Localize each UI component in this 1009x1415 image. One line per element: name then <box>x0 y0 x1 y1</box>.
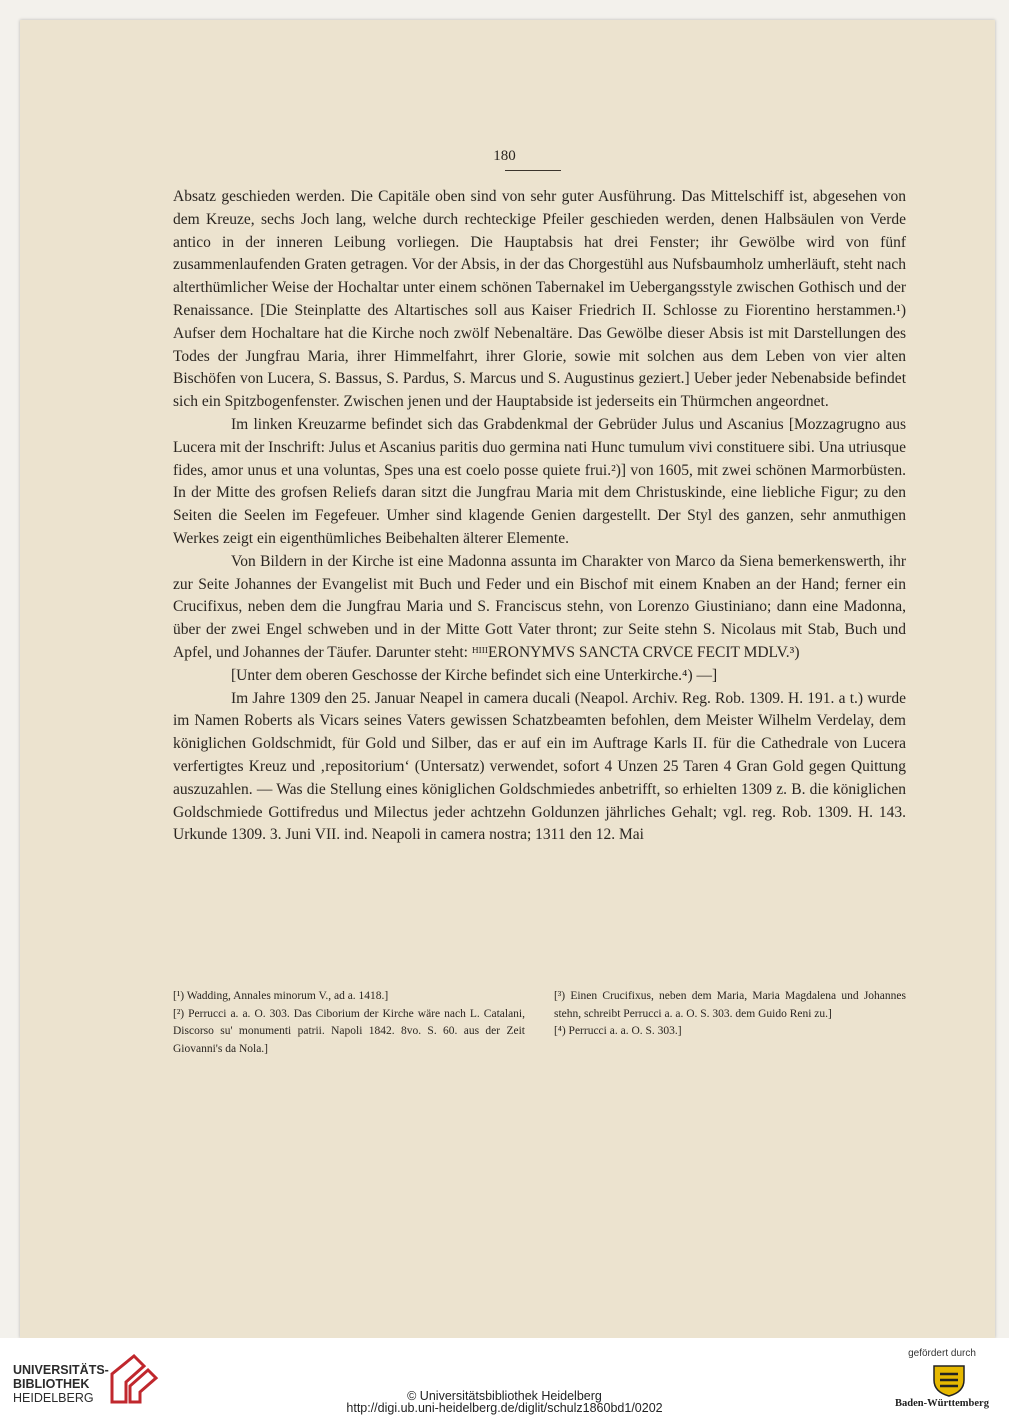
sponsor-name: Baden-Württemberg <box>895 1398 989 1409</box>
library-name-line3: HEIDELBERG <box>13 1391 94 1405</box>
library-name-line2: BIBLIOTHEK <box>13 1377 90 1391</box>
footnotes-right-column <box>554 988 906 1058</box>
paragraph: [Unter dem oberen Geschosse der Kirche befindet sich eine Unterkirche.⁴) —] <box>231 666 718 684</box>
footnotes-left-column <box>173 988 525 1058</box>
copyright-text: © Universitätsbibliothek Heidelberg <box>407 1389 602 1403</box>
page-number-rule <box>505 170 561 171</box>
library-name-line1: UNIVERSITÄTS- <box>13 1363 109 1377</box>
body-text <box>173 186 906 847</box>
paragraph: Von Bildern in der Kirche ist eine Madonna assunta im Charakter von Marco da Siena bemerkenswerth, ihr zur Seite Johannes der Evangelist mit Buch und Feder und ein Bischof mit einem Knaben an der Hand; ferner ein Crucifixus, neben dem die Jungfrau Maria und S. Franciscus stehn, von Lorenzo Giustiniano; dann eine Madonna, über der zwei Engel schweben und in der Mitte Gott Vater thront; zur Seite stehn S. Nicolaus mit Stab, Buch und Apfel, und Johannes der Täufer. Darunter steht: ᴴᴵᴵᴵERONYMVS SANCTA CRVCE FECIT MDLV.³) <box>173 552 906 661</box>
page-number: 180 <box>493 148 516 164</box>
footnote: [²) Perrucci a. a. O. 303. Das Ciborium der Kirche wäre nach L. Catalani, Discorso su' monumenti patrii. Napoli 1842. 8vo. S. 60. aus der Zeit Giovanni's da Nola.] <box>173 1007 525 1055</box>
footnote: [³) Einen Crucifixus, neben dem Maria, Maria Magdalena und Johannes stehn, schreibt Perrucci a. a. O. S. 303. dem Guido Reni zu.] <box>554 990 906 1020</box>
baden-wuerttemberg-crest-icon <box>930 1362 968 1398</box>
footnote: [⁴) Perrucci a. a. O. S. 303.] <box>554 1025 682 1037</box>
paragraph: Absatz geschieden werden. Die Capitäle oben sind von sehr guter Ausführung. Das Mittelschiff ist, abgesehen von dem Kreuze, sechs Joch lang, welche durch rechteckige Pfeiler geschieden werden, denen Halbsäulen von Verde antico in der inneren Leibung vorliegen. Die Hauptabsis hat drei Fenster; ihr Gewölbe wird von fünf zusammenlaufenden Graten getragen. Vor der Absis, in der das Chorgestühl aus Nufsbaumholz umherläuft, steht nach alterthümlicher Weise der Hochaltar unter einem schönen Tabernakel im Uebergangsstyle zwischen Gothisch und der Renaissance. [Die Steinplatte des Altartisches soll aus Kaiser Friedrich II. Schlosse zu Fiorentino herstammen.¹) Aufser dem Hochaltare hat die Kirche noch zwölf Nebenaltäre. Das Gewölbe dieser Absis ist mit Darstellungen des Todes der Jungfrau Maria, ihrer Himmelfahrt, ihrer Glorie, sowie mit solchen aus dem Leben von vier alten Bischöfen von Lucera, S. Bassus, S. Pardus, S. Marcus und S. Augustinus geziert.] Ueber jeder Nebenabside befindet sich ein Spitzbogenfenster. Zwischen jenen und der Hauptabside ist jederseits ein Thürmchen angeordnet. <box>173 188 906 411</box>
paragraph: Im Jahre 1309 den 25. Januar Neapel in camera ducali (Neapol. Archiv. Reg. Rob. 1309. H. 191. a t.) wurde im Namen Roberts als Vicars seines Vaters gewissen Schatzbeamten befohlen, dem Meister Wilhelm Verdelay, dem königlichen Goldschmidt, für Gold und Silber, das er auf ein im Auftrage Karls II. für die Cathedrale von Lucera verfertigtes Kreuz und ‚repositorium‘ (Untersatz) verwendet, sofort 4 Unzen 25 Taren 4 Gran Gold gegen Quittung auszuzahlen. — Was die Stellung eines königlichen Goldschmiedes anbetrifft, so erhielten 1309 z. B. die königlichen Goldschmiede Gottifredus und Milectus jeder achtzehn Goldunzen jährliches Gehalt; vgl. reg. Rob. 1309. H. 143. Urkunde 1309. 3. Juni VII. ind. Neapoli in camera nostra; 1311 den 12. Mai <box>173 689 906 844</box>
footnotes <box>173 988 906 1058</box>
sponsor-label: gefördert durch <box>908 1348 976 1359</box>
footnote: [¹) Wadding, Annales minorum V., ad a. 1418.] <box>173 990 389 1002</box>
paragraph: Im linken Kreuzarme befindet sich das Grabdenkmal der Gebrüder Julus und Ascanius [Mozzagrugno aus Lucera mit der Inschrift: Julus et Ascanius paritis duo germina nati Hunc tumulum vivi constituere sibi. Una utriusque fides, amor unus et una voluntas, Spes una est coelo posse quiete frui.²)] von 1605, mit zwei schönen Marmorbüsten. In der Mitte des grofsen Reliefs daran sitzt die Jungfrau Maria mit dem Christuskinde, eine liebliche Figur; zu den Seiten die Seelen im Fegefeuer. Umher sind klagende Genien dargestellt. Der Styl des ganzen, sehr anmuthigen Werkes zeigt ein eigenthümliches Beibehalten älterer Elemente. <box>173 415 906 547</box>
permalink-url[interactable]: http://digi.ub.uni-heidelberg.de/diglit/schulz1860bd1/0202 <box>346 1401 663 1415</box>
